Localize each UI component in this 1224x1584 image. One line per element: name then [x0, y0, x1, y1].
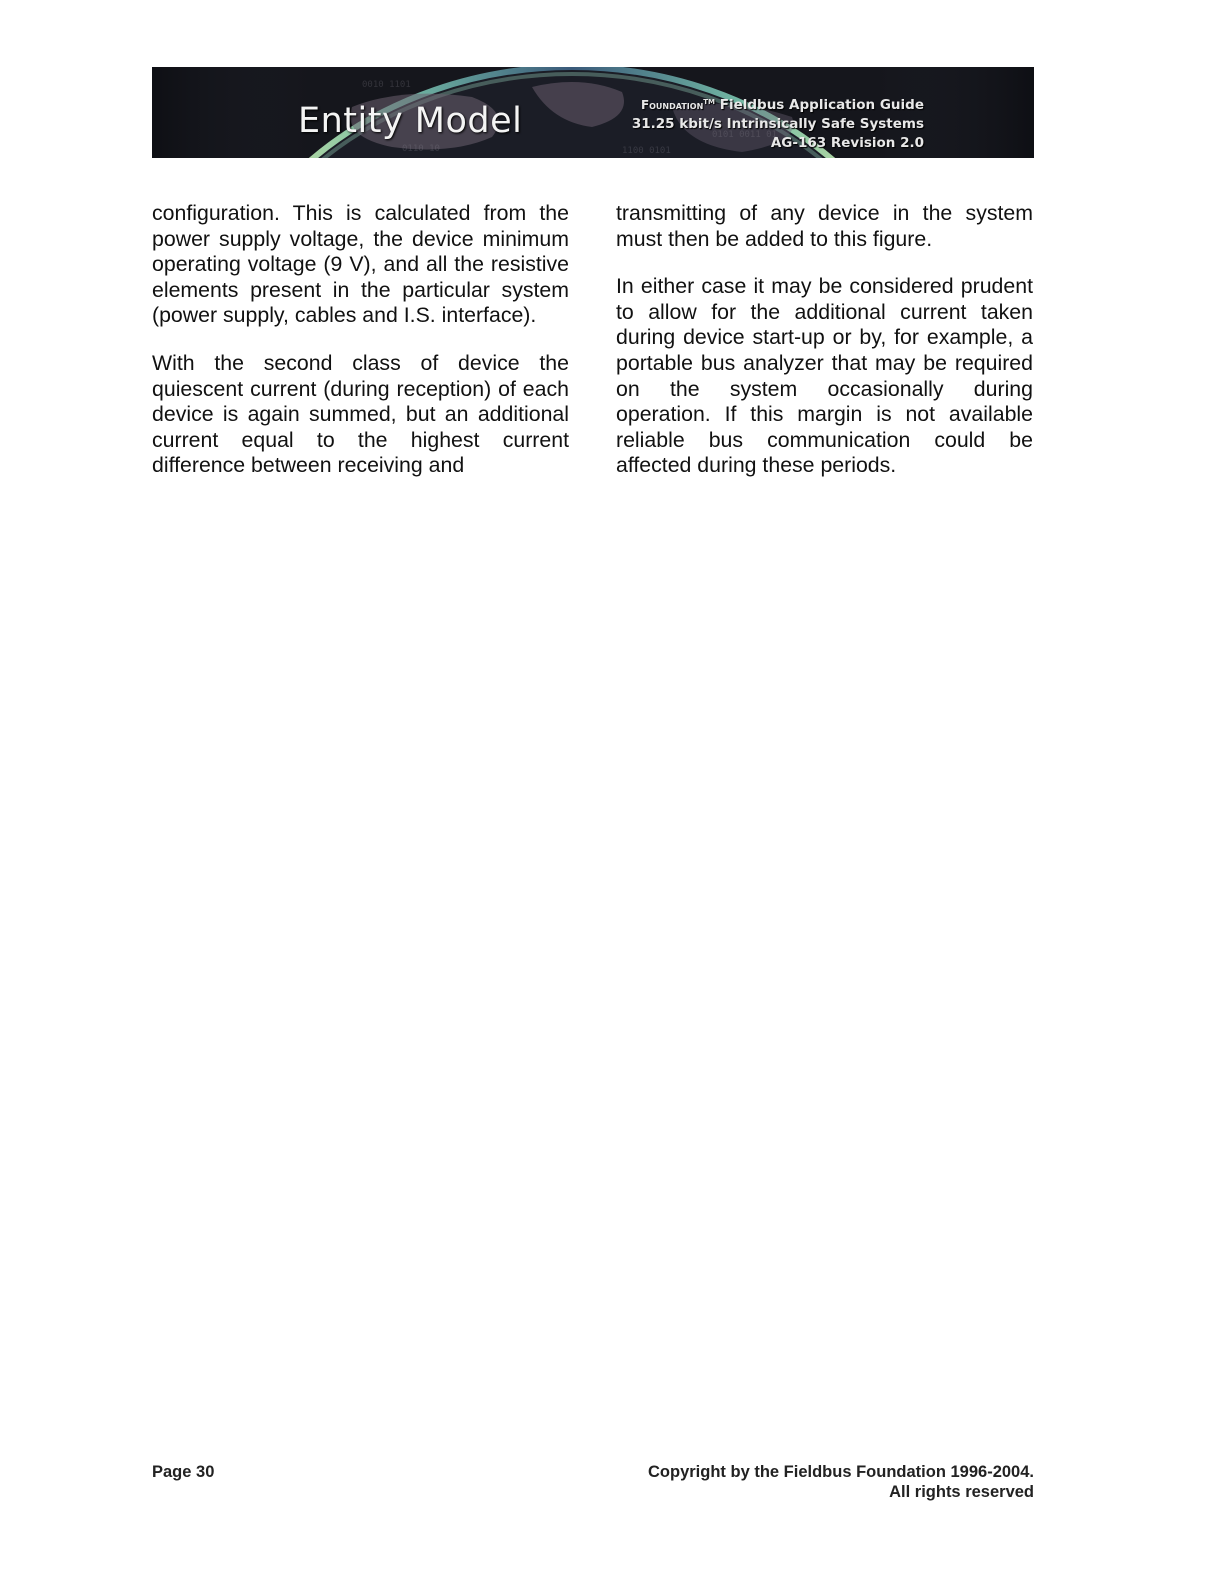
copyright-line: Copyright by the Fieldbus Foundation 1996-2004. — [648, 1463, 1034, 1481]
page-number: Page 30 — [152, 1463, 215, 1481]
banner-subtitle-line1: Foundation™ Fieldbus Application Guide — [640, 97, 924, 113]
banner-subtitle — [632, 93, 924, 153]
paragraph: configuration. This is calculated from the power supply voltage, the device minimum operating voltage (9 V), and all the resistive elements present in the particular system (power supply, cables and I.S. interface). — [152, 201, 569, 328]
copyright — [648, 1462, 1034, 1502]
paragraph: With the second class of device the quiescent current (during reception) of each device is again summed, but an additional current equal to the highest current difference between receiving and — [152, 350, 569, 478]
banner-subtitle-line2: 31.25 kbit/s Intrinsically Safe Systems — [631, 116, 924, 132]
header-banner — [152, 67, 1034, 158]
banner-title: Entity Model — [298, 101, 523, 141]
rights-line: All rights reserved — [889, 1483, 1034, 1501]
left-column — [152, 201, 569, 501]
paragraph: In either case it may be considered prudent to allow for the additional current taken during device start-up or by, for example, a portable bus analyzer that may be required on the system occasionally during operation. If this margin is not available reliable bus communication could be affected during these periods. — [616, 274, 1033, 478]
banner-subtitle-line3: AG-163 Revision 2.0 — [770, 135, 924, 151]
right-column — [616, 201, 1033, 501]
paragraph: transmitting of any device in the system must then be added to this figure. — [616, 201, 1033, 251]
